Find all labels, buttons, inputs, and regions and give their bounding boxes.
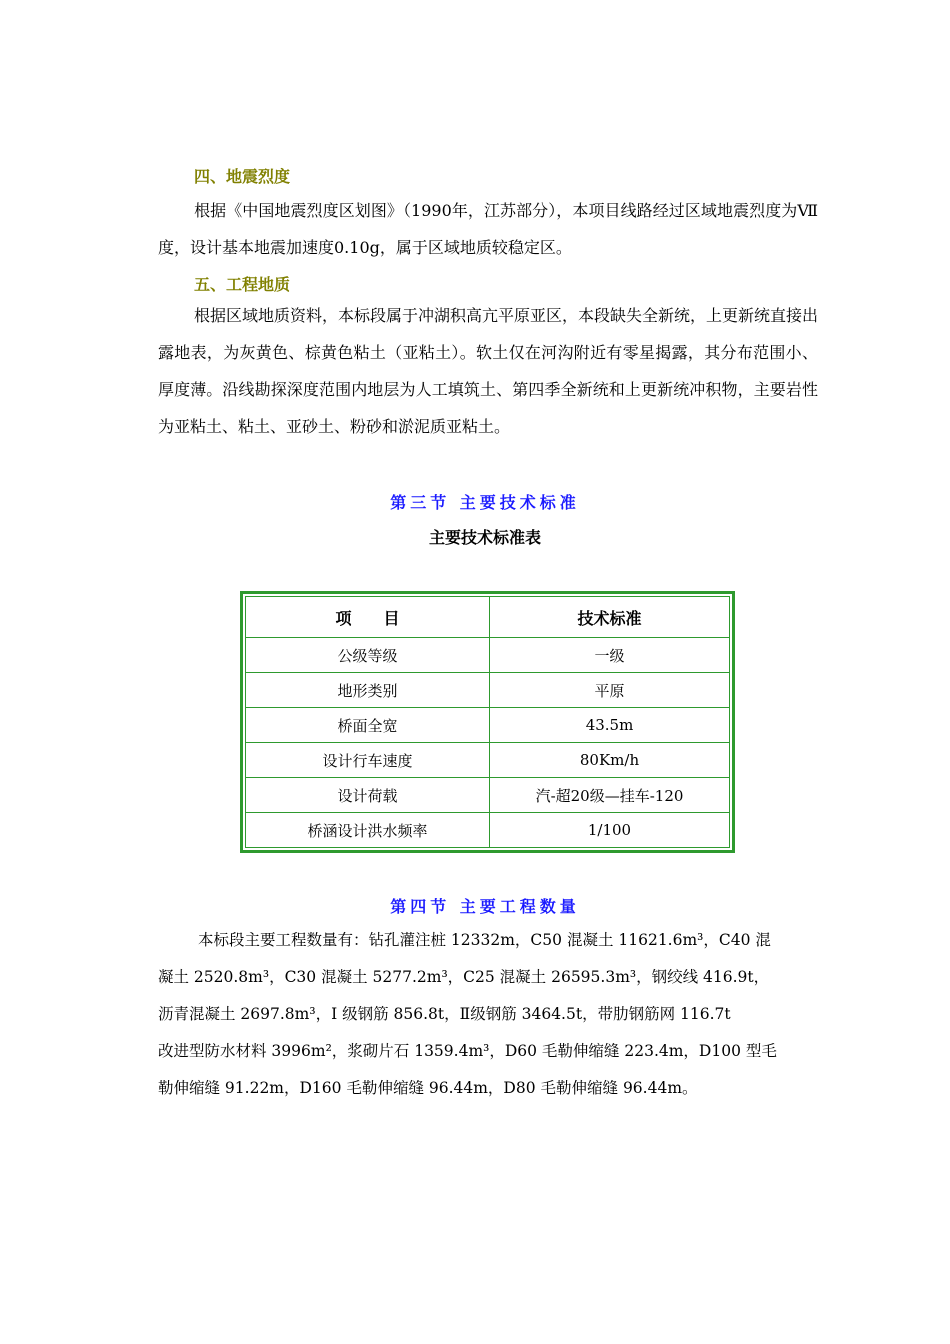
table-row	[246, 743, 730, 778]
table-row	[246, 813, 730, 848]
table-row	[246, 673, 730, 708]
geology-paragraph	[158, 297, 818, 445]
row-item: 桥涵设计洪水频率	[246, 813, 490, 848]
part3-title: 第三节 主要技术标准	[390, 493, 580, 512]
table-row	[246, 708, 730, 743]
seismic-text: 根据《中国地震烈度区划图》（1990年，江苏部分），本项目线路经过区域地震烈度为Ⅶ度，设计基本地震加速度0.10g，属于区域地质较稳定区。	[158, 201, 818, 257]
row-item: 设计荷载	[246, 778, 490, 813]
header-item: 项 目	[246, 597, 490, 638]
row-value: 平原	[490, 673, 730, 708]
standards-table-frame	[240, 591, 735, 853]
row-item: 公级等级	[246, 638, 490, 673]
quantities-paragraph	[158, 922, 838, 1107]
row-value: 80Km/h	[490, 743, 730, 778]
row-value: 汽-超20级—挂车-120	[490, 778, 730, 813]
section-heading-geology: 五、工程地质	[194, 275, 291, 294]
geology-text: 根据区域地质资料，本标段属于冲湖积高亢平原亚区，本段缺失全新统，上更新统直接出露地表，为灰黄色、棕黄色粘土（亚粘土）。软土仅在河沟附近有零星揭露，其分布范围小、厚度薄。沿线勘探深度范围内地层为人工填筑土、第四季全新统和上更新统冲积物，主要岩性为亚粘土、粘土、亚砂土、粉砂和淤泥质亚粘土。	[158, 306, 819, 436]
table-row	[246, 638, 730, 673]
table-caption: 主要技术标准表	[428, 528, 541, 547]
seismic-paragraph	[158, 192, 818, 266]
quantities-line: 沥青混凝土 2697.8m³，Ⅰ 级钢筋 856.8t，Ⅱ级钢筋 3464.5t，带肋钢筋网 116.7t	[158, 1005, 731, 1023]
quantities-line: 本标段主要工程数量有：钻孔灌注桩 12332m，C50 混凝土 11621.6m³，C40 混	[198, 931, 771, 949]
row-value: 一级	[490, 638, 730, 673]
standards-table	[245, 596, 730, 848]
section-heading-seismic: 四、地震烈度	[194, 167, 291, 186]
quantities-line: 勒伸缩缝 91.22m，D160 毛勒伸缩缝 96.44m，D80 毛勒伸缩缝 96.44m。	[158, 1079, 698, 1097]
quantities-line: 改进型防水材料 3996m²，浆砌片石 1359.4m³，D60 毛勒伸缩缝 223.4m，D100 型毛	[158, 1042, 777, 1060]
table-header-row	[246, 597, 730, 638]
table-row	[246, 778, 730, 813]
row-value: 43.5m	[490, 708, 730, 743]
row-item: 地形类别	[246, 673, 490, 708]
row-value: 1/100	[490, 813, 730, 848]
row-item: 设计行车速度	[246, 743, 490, 778]
part4-title: 第四节 主要工程数量	[390, 897, 580, 916]
header-standard: 技术标准	[490, 597, 730, 638]
quantities-line: 凝土 2520.8m³，C30 混凝土 5277.2m³，C25 混凝土 26595.3m³，钢绞线 416.9t，	[158, 968, 770, 986]
row-item: 桥面全宽	[246, 708, 490, 743]
